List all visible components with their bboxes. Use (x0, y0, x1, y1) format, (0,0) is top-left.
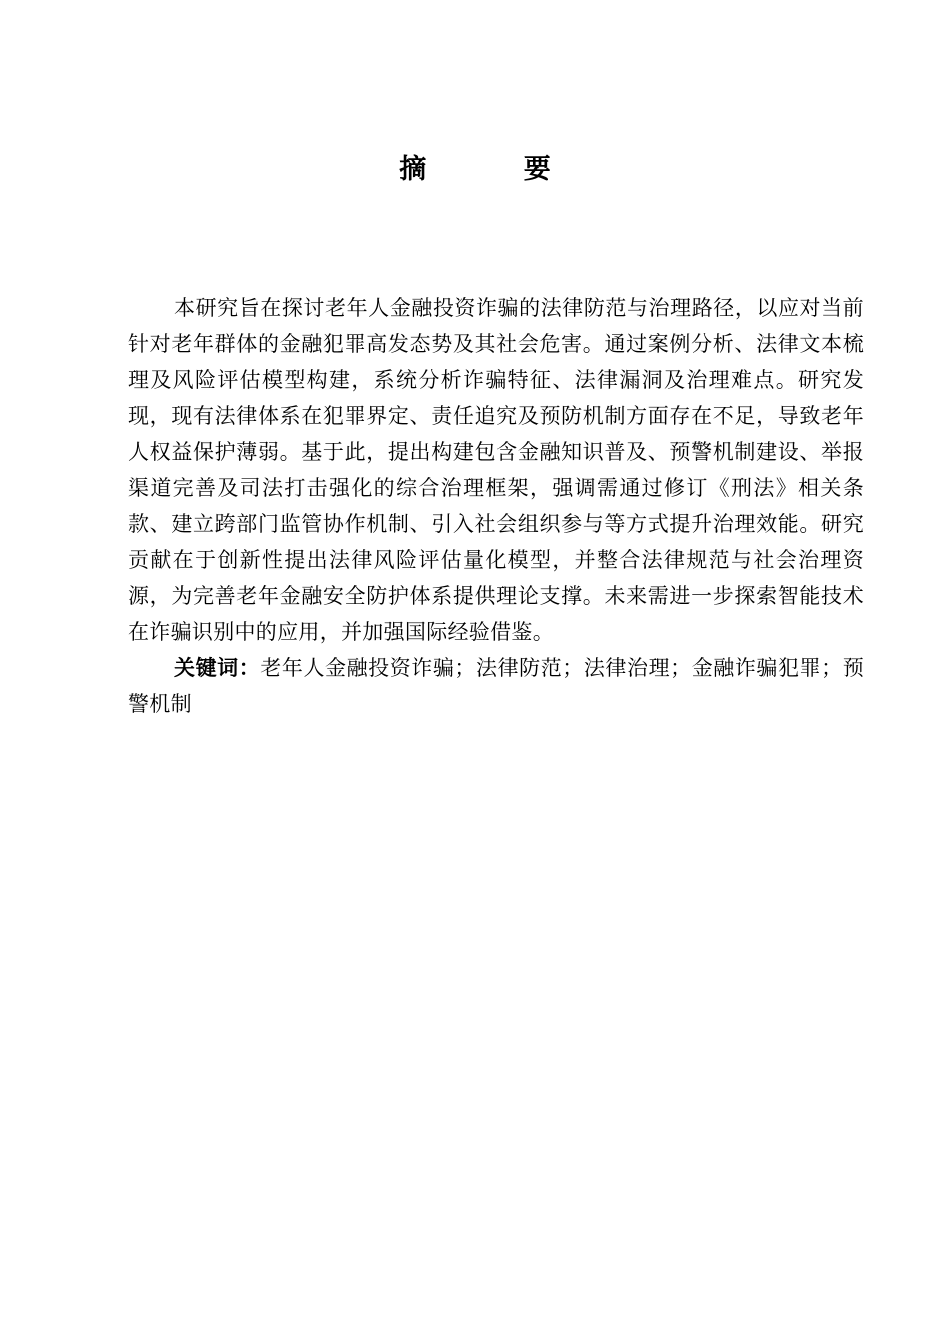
abstract-title: 摘 要 (399, 154, 595, 185)
keywords-line (128, 650, 864, 722)
keywords-text: 老年人金融投资诈骗；法律防范；法律治理；金融诈骗犯罪；预警机制 (128, 656, 865, 716)
keywords-label: 关键词： (174, 656, 261, 680)
abstract-body (128, 290, 864, 722)
abstract-paragraph: 本研究旨在探讨老年人金融投资诈骗的法律防范与治理路径，以应对当前针对老年群体的金融犯罪高发态势及其社会危害。通过案例分析、法律文本梳理及风险评估模型构建，系统分析诈骗特征、法律漏洞及治理难点。研究发现，现有法律体系在犯罪界定、责任追究及预防机制方面存在不足，导致老年人权益保护薄弱。基于此，提出构建包含金融知识普及、预警机制建设、举报渠道完善及司法打击强化的综合治理框架，强调需通过修订《刑法》相关条款、建立跨部门监管协作机制、引入社会组织参与等方式提升治理效能。研究贡献在于创新性提出法律风险评估量化模型，并整合法律规范与社会治理资源，为完善老年金融安全防护体系提供理论支撑。未来需进一步探索智能技术在诈骗识别中的应用，并加强国际经验借鉴。 (128, 296, 864, 644)
